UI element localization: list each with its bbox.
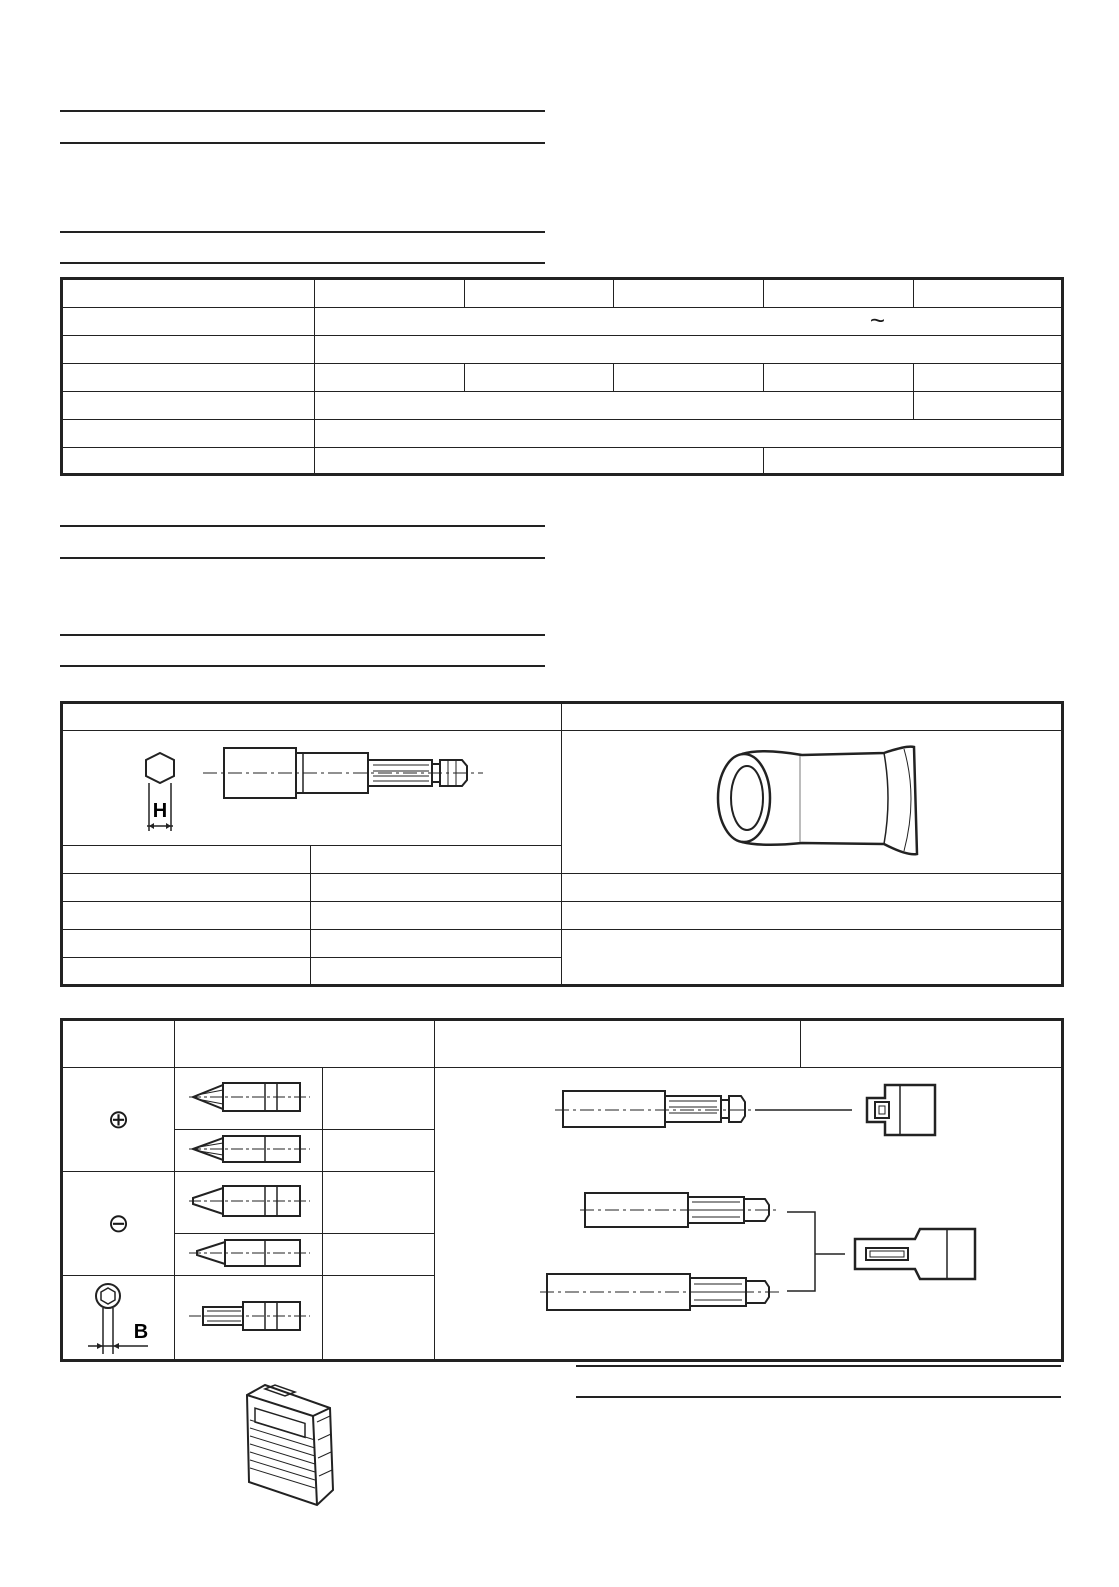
spec-row-1 [62, 279, 1063, 308]
hex-shank-bit-icon [175, 1276, 321, 1356]
spec-row-6 [62, 420, 1063, 448]
rule-3 [60, 231, 545, 233]
rule-4 [60, 262, 545, 264]
label-h: H [152, 800, 168, 822]
spec-row-7 [62, 448, 1063, 475]
rule-7 [60, 634, 545, 636]
spec-row-5 [62, 392, 1063, 420]
hex-bit-icon [63, 1276, 174, 1356]
accessory-figure-row [62, 731, 1063, 846]
specifications-table [60, 277, 1064, 476]
hex-nut-icon [146, 753, 174, 831]
slotted-bit-short-icon [175, 1234, 321, 1272]
bit-holder-icon [555, 1091, 852, 1127]
accessory-header-row [62, 703, 1063, 731]
accessory-row-3 [62, 902, 1063, 930]
bits-table [60, 1018, 1064, 1362]
slotted-bit-icon [175, 1172, 321, 1230]
short-holder-icon [580, 1193, 780, 1227]
bits-header-row [62, 1020, 1063, 1068]
spec-row-2 [62, 308, 1063, 336]
label-b: B [133, 1321, 149, 1343]
rule-5 [60, 525, 545, 527]
bit-holder-diagram [435, 1071, 1061, 1353]
phillips-bit-icon [175, 1068, 321, 1126]
tilde-symbol: ~ [869, 304, 885, 335]
accessories-table [60, 701, 1064, 987]
accessory-row-2 [62, 874, 1063, 902]
long-holder-icon [540, 1274, 780, 1310]
rule-10 [576, 1396, 1061, 1398]
rule-6 [60, 557, 545, 559]
rubber-sleeve-icon [562, 731, 1060, 870]
accessory-row-4 [62, 930, 1063, 958]
slot-socket-icon [855, 1229, 975, 1279]
spec-row-4 [62, 364, 1063, 392]
bits-row-phillips-1 [62, 1068, 1063, 1130]
slotted-symbol: ⊖ [107, 1208, 130, 1238]
rule-8 [60, 665, 545, 667]
rule-2 [60, 142, 545, 144]
spec-row-3 [62, 336, 1063, 364]
rule-9 [576, 1365, 1061, 1367]
phillips-bit-short-icon [175, 1130, 321, 1168]
square-socket-icon [867, 1085, 935, 1135]
rule-1 [60, 110, 545, 112]
carrying-case-icon [235, 1380, 345, 1512]
socket-figure [63, 731, 561, 842]
phillips-symbol: ⊕ [107, 1104, 130, 1134]
socket-adapter-icon [203, 748, 483, 798]
bracket-connector [787, 1212, 845, 1291]
